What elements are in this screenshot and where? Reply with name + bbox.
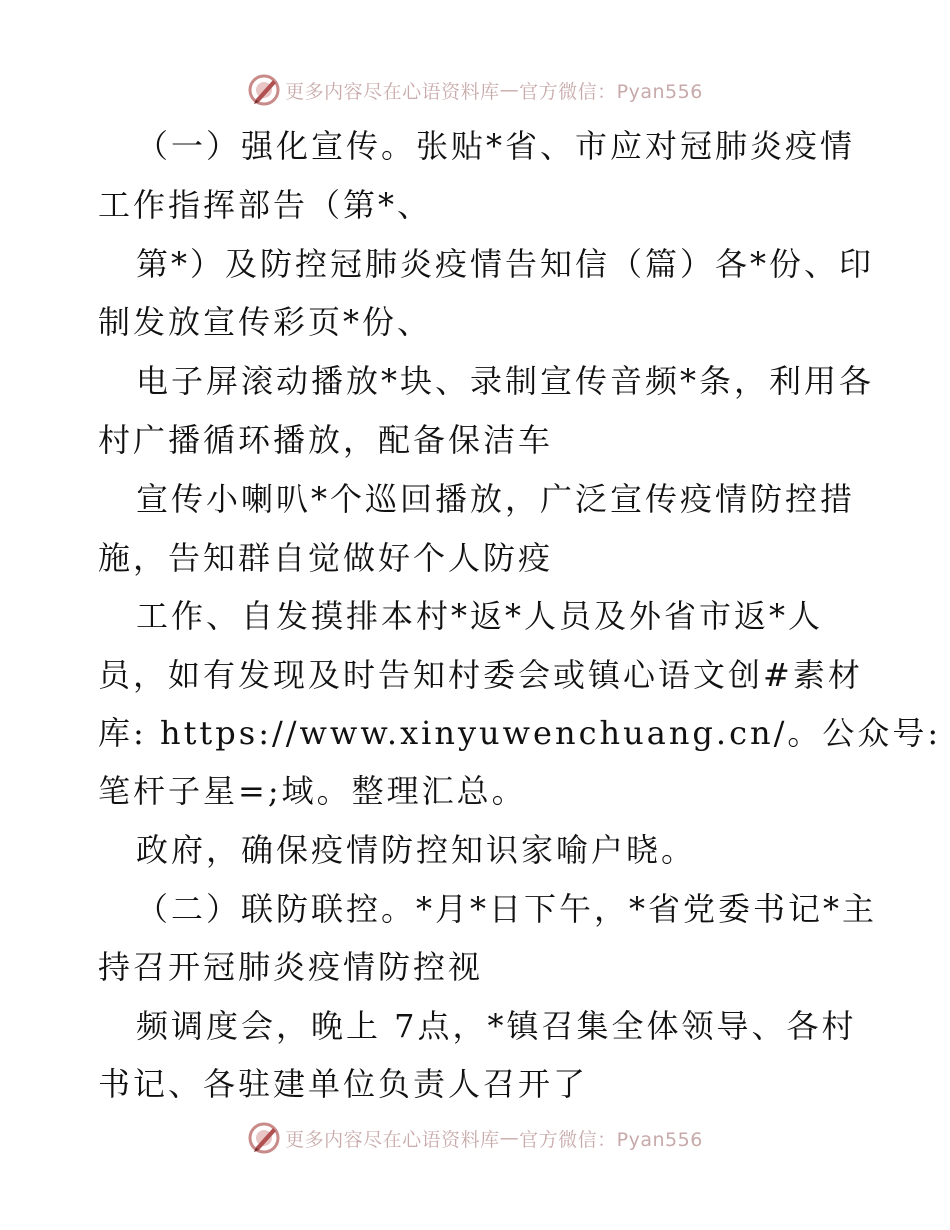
text-line: 电子屏滚动播放*块、录制宣传音频*条，利用各 (136, 362, 875, 400)
text-line: 工作、自发摸排本村*返*人员及外省市返*人 (136, 597, 824, 635)
watermark-tail-text: 官方微信：Pyan556 (519, 1128, 703, 1151)
watermark-tail-text: 官方微信：Pyan556 (519, 80, 703, 103)
text-line: 工作指挥部告（第*、 (98, 186, 433, 224)
watermark-separator: — (499, 79, 520, 101)
text-line: 政府，确保疫情防控知识家喻户晓。 (136, 831, 697, 869)
text-line: （二）联防联控。*月*日下午，*省党委书记*主 (136, 890, 878, 928)
text-line: 村广播循环播放，配备保洁车 (98, 421, 554, 459)
text-line: 库: https://www.xinyuwenchuang.cn/。公众号: (98, 714, 942, 752)
watermark-banner-top (0, 70, 950, 110)
watermark-banner-bottom (0, 1118, 950, 1158)
watermark-main-text: 更多内容尽在心语资料库 (285, 80, 500, 103)
text-line: 宣传小喇叭*个巡回播放，广泛宣传疫情防控措 (136, 480, 856, 518)
text-line: 员，如有发现及时告知村委会或镇心语文创#素材 (98, 656, 863, 694)
text-line: 制发放宣传彩页*份、 (98, 303, 433, 341)
text-line: 书记、各驻建单位负责人召开了 (98, 1065, 589, 1103)
text-line: 频调度会，晚上 7点，*镇召集全体领导、各村 (136, 1007, 857, 1045)
text-line: 施，告知群自觉做好个人防疫 (98, 539, 554, 577)
text-line: 笔杆子星=;域。整理汇总。 (98, 772, 527, 810)
brand-logo-icon (247, 73, 281, 107)
brand-logo-icon (247, 1121, 281, 1155)
watermark-main-text: 更多内容尽在心语资料库 (285, 1128, 500, 1151)
text-line: 持召开冠肺炎疫情防控视 (98, 948, 484, 986)
text-line: 第*）及防控冠肺炎疫情告知信（篇）各*份、印 (136, 245, 875, 283)
watermark-separator: — (499, 1127, 520, 1149)
text-line: （一）强化宣传。张贴*省、市应对冠肺炎疫情 (136, 127, 856, 165)
